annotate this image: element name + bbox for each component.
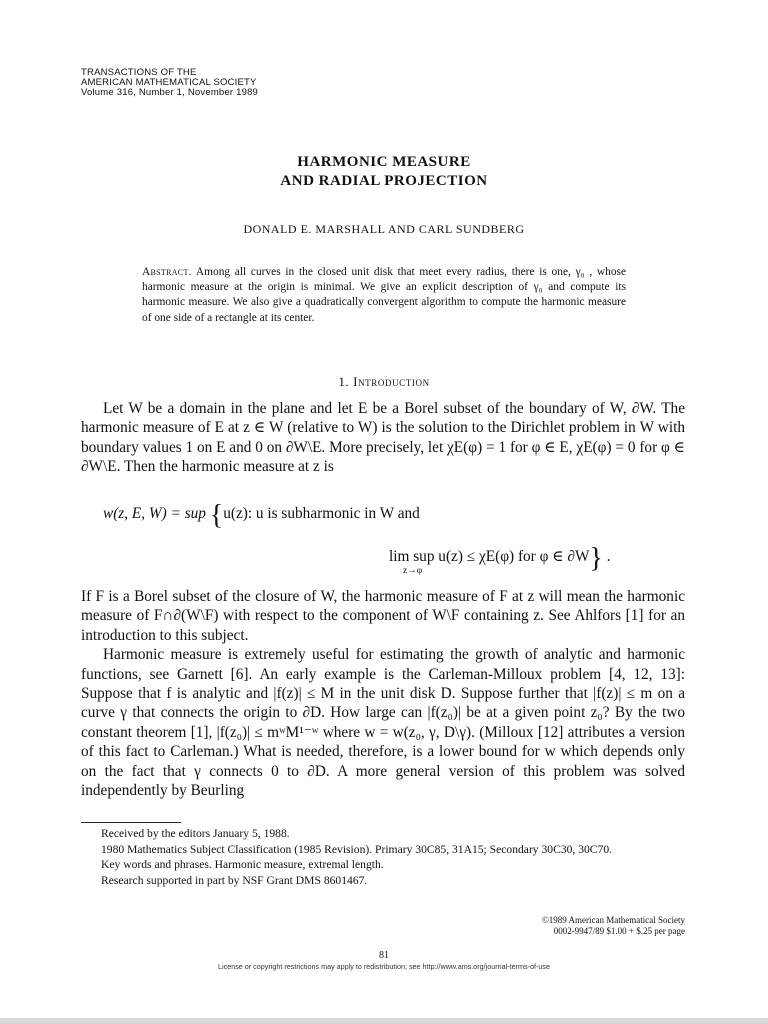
equation-1 [103, 500, 420, 531]
footnote-rule [81, 822, 181, 823]
section-title: Introduction [353, 374, 430, 389]
journal-name-line2: AMERICAN MATHEMATICAL SOCIETY [81, 77, 257, 88]
copyright-notice [542, 915, 685, 936]
footnote-support: Research supported in part by NSF Grant DMS 8601467. [101, 873, 368, 887]
equation-2-text: lim sup u(z) ≤ χE(φ) for φ ∈ ∂W [389, 548, 590, 565]
body-paragraphs [81, 587, 685, 800]
journal-name-line1: TRANSACTIONS OF THE [81, 67, 197, 78]
abstract-text: Among all curves in the closed unit disk that meet every radius, there is one, γ₀ , whose harmonic measure at the origin is minimal. We give an explicit description of γ₀ and compute its harmonic measure. We also give a quadratically convergent algorithm to compute the harmonic measure of one side of a rectangle at its center. [142, 266, 627, 324]
paper-title [0, 153, 768, 191]
right-brace: } [589, 543, 603, 574]
equation-1-lhs: w(z, E, W) = sup [103, 505, 206, 522]
equation-2-period: . [606, 548, 611, 565]
journal-volume: Volume 316, Number 1, November 1989 [81, 87, 259, 98]
equation-2-subscript: z→φ [403, 566, 423, 576]
journal-header [81, 68, 258, 98]
footnote-received: Received by the editors January 5, 1988. [101, 827, 290, 840]
copyright-line2: 0002-9947/89 $1.00 + $.25 per page [553, 925, 685, 936]
body-paragraph-2: If F is a Borel subset of the closure of W, the harmonic measure of F at z will mean the harmonic measure of F∩∂(W\F) with respect to the component of W\F containing z. See Ahlfors [1] for an introduction to this subject. [81, 588, 685, 644]
section-heading [0, 374, 768, 390]
body-paragraph-3: Harmonic measure is extremely useful for estimating the growth of analytic and harmonic functions, see Garnett [6]. An early example is the Carleman-Milloux problem [4, 12, 13]: Suppose that f is analytic and |f(z)| ≤ M in the unit disk D. Suppose further that |f(z)| ≤ m on a curve γ that connects the origin to ∂D. How large can |f(z₀)| be at a given point z₀? By the two constant theorem [1], |f(z₀)| ≤ mʷM¹⁻ʷ where w = w(z₀, γ, D\γ). (Milloux [12] attributes a version of this fact to Carleman.) What is needed, therefore, is a lower bound for w which depends only on the fact that γ connects 0 to ∂D. A more general version of this problem was solved independently by Beurling [81, 646, 685, 800]
section-number: 1. [338, 374, 350, 389]
equation-1-rhs: u(z): u is subharmonic in W and [223, 505, 420, 522]
left-brace: { [209, 500, 224, 531]
abstract [142, 265, 626, 326]
authors: DONALD E. MARSHALL AND CARL SUNDBERG [243, 222, 525, 236]
copyright-line1: ©1989 American Mathematical Society [541, 915, 685, 925]
page-number: 81 [379, 950, 389, 961]
abstract-label: Abstract. [142, 266, 192, 278]
footnotes [81, 826, 685, 888]
license-notice: License or copyright restrictions may apply to redistribution; see http://www.ams.org/journal-terms-of-use [218, 962, 550, 971]
bottom-bar [0, 1018, 768, 1024]
footnote-keywords: Key words and phrases. Harmonic measure, extremal length. [101, 858, 384, 872]
body-paragraph-1-block [81, 399, 685, 477]
title-line1: HARMONIC MEASURE [297, 154, 471, 170]
body-paragraph-1: Let W be a domain in the plane and let E be a Borel subset of the boundary of W, ∂W. The harmonic measure of E at z ∈ W (relative to W) is the solution to the Dirichlet problem in W with boundary values 1 on E and 0 on ∂W\E. More precisely, let χE(φ) = 1 for φ ∈ E, χE(φ) = 0 for φ ∈ ∂W\E. Then the harmonic measure at z is [81, 400, 685, 476]
footnote-classification: 1980 Mathematics Subject Classification (1985 Revision). Primary 30C85, 31A15; Secondary 30C30, 30C70. [101, 842, 613, 856]
equation-2 [389, 543, 611, 576]
title-line2: AND RADIAL PROJECTION [280, 173, 488, 189]
